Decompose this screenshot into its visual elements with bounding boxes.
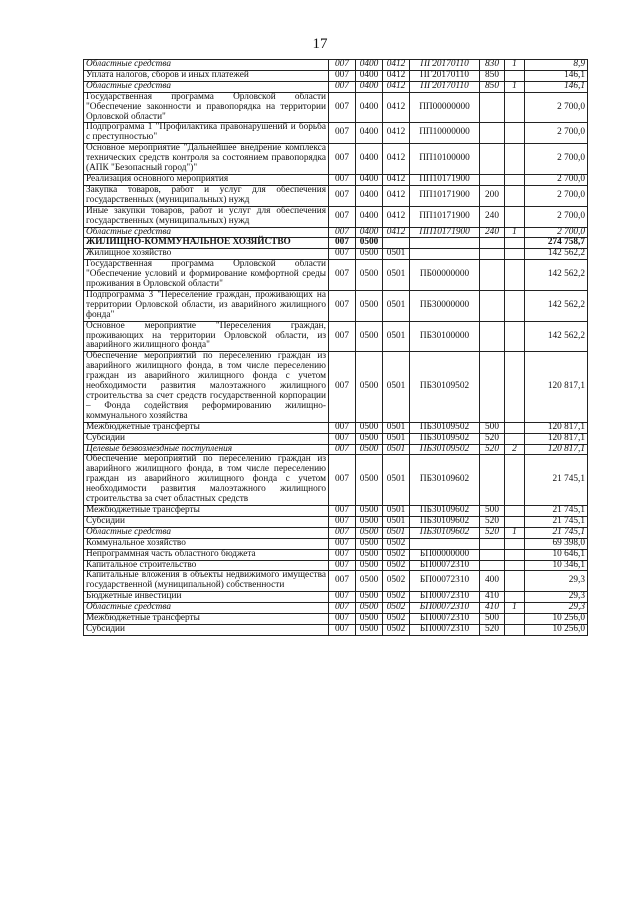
subsection-code: 0501 (383, 260, 410, 291)
table-row (84, 614, 588, 625)
subsection-code: 0501 (383, 527, 410, 538)
funding-source-code (505, 206, 525, 227)
row-name: Субсидии (84, 624, 329, 635)
section-code: 0500 (356, 352, 383, 422)
section-code: 0500 (356, 455, 383, 506)
expense-type-code (480, 92, 505, 123)
funding-source-code (505, 571, 525, 592)
row-name: Межбюджетные трансферты (84, 614, 329, 625)
row-name: Подпрограмма 3 "Переселение граждан, проживающих на территории Орловской области, из аварийного жилищного фонда" (84, 290, 329, 321)
funding-source-code: 1 (505, 60, 525, 71)
section-code: 0400 (356, 227, 383, 238)
row-amount: 142 562,2 (525, 260, 588, 291)
grbs-code: 007 (329, 238, 356, 249)
grbs-code: 007 (329, 538, 356, 549)
row-name: Государственная программа Орловской области "Обеспечение законности и правопорядка на территории Орловской области" (84, 92, 329, 123)
grbs-code: 007 (329, 227, 356, 238)
grbs-code: 007 (329, 123, 356, 144)
budget-table (83, 59, 588, 636)
target-article-code: ПП10100000 (410, 144, 480, 175)
row-amount: 120 817,1 (525, 444, 588, 455)
grbs-code: 007 (329, 249, 356, 260)
row-amount: 2 700,0 (525, 174, 588, 185)
table-row (84, 571, 588, 592)
row-amount: 10 346,1 (525, 560, 588, 571)
funding-source-code (505, 352, 525, 422)
table-row (84, 538, 588, 549)
table-row (84, 174, 588, 185)
funding-source-code (505, 174, 525, 185)
section-code: 0500 (356, 290, 383, 321)
funding-source-code (505, 516, 525, 527)
table-row (84, 185, 588, 206)
target-article-code: БП00072310 (410, 624, 480, 635)
grbs-code: 007 (329, 174, 356, 185)
table-row (84, 92, 588, 123)
section-code: 0400 (356, 92, 383, 123)
section-code: 0500 (356, 538, 383, 549)
table-row (84, 455, 588, 506)
subsection-code: 0502 (383, 624, 410, 635)
subsection-code: 0502 (383, 603, 410, 614)
row-name: Обеспечение мероприятий по переселению граждан из аварийного жилищного фонда, в том числе переселению граждан из аварийного жилищного фонда с учетом необходимости развития малоэтажного жилищного строительства за счет областных средств (84, 455, 329, 506)
row-name: Областные средства (84, 81, 329, 92)
row-amount: 29,3 (525, 571, 588, 592)
target-article-code: ПБ30109602 (410, 455, 480, 506)
grbs-code: 007 (329, 455, 356, 506)
expense-type-code: 400 (480, 571, 505, 592)
row-name: Основное мероприятие "Дальнейшее внедрение комплекса технических средств контроля за состоянием правопорядка (АПК "Безопасный город")" (84, 144, 329, 175)
row-amount: 2 700,0 (525, 123, 588, 144)
table-row (84, 516, 588, 527)
table-row (84, 549, 588, 560)
target-article-code: БП00072310 (410, 603, 480, 614)
row-name: Государственная программа Орловской области "Обеспечение условий и формирование комфортной среды проживания в Орловской области" (84, 260, 329, 291)
table-row (84, 352, 588, 422)
grbs-code: 007 (329, 144, 356, 175)
row-amount: 21 745,1 (525, 505, 588, 516)
target-article-code: ПГ20170110 (410, 81, 480, 92)
funding-source-code (505, 505, 525, 516)
funding-source-code (505, 321, 525, 352)
section-code: 0400 (356, 144, 383, 175)
row-name: Областные средства (84, 227, 329, 238)
funding-source-code (505, 592, 525, 603)
target-article-code: БП00072310 (410, 614, 480, 625)
expense-type-code: 520 (480, 516, 505, 527)
subsection-code: 0501 (383, 455, 410, 506)
grbs-code: 007 (329, 624, 356, 635)
grbs-code: 007 (329, 516, 356, 527)
funding-source-code: 1 (505, 527, 525, 538)
funding-source-code (505, 560, 525, 571)
expense-type-code (480, 238, 505, 249)
row-amount: 8,9 (525, 60, 588, 71)
row-amount: 142 562,2 (525, 290, 588, 321)
row-amount: 146,1 (525, 81, 588, 92)
subsection-code: 0412 (383, 227, 410, 238)
target-article-code: ПП10171900 (410, 206, 480, 227)
subsection-code: 0502 (383, 614, 410, 625)
row-amount: 146,1 (525, 70, 588, 81)
grbs-code: 007 (329, 290, 356, 321)
section-code: 0500 (356, 249, 383, 260)
grbs-code: 007 (329, 70, 356, 81)
row-name: Подпрограмма 1 "Профилактика правонарушений и борьба с преступностью" (84, 123, 329, 144)
target-article-code: ПБ30109502 (410, 422, 480, 433)
expense-type-code (480, 352, 505, 422)
section-code: 0500 (356, 614, 383, 625)
funding-source-code (505, 185, 525, 206)
target-article-code: БП00072310 (410, 571, 480, 592)
row-amount: 10 256,0 (525, 614, 588, 625)
funding-source-code (505, 614, 525, 625)
table-row (84, 60, 588, 71)
target-article-code: ПБ30109602 (410, 516, 480, 527)
expense-type-code (480, 123, 505, 144)
expense-type-code: 850 (480, 81, 505, 92)
funding-source-code (505, 92, 525, 123)
table-row (84, 592, 588, 603)
subsection-code: 0501 (383, 352, 410, 422)
expense-type-code: 520 (480, 433, 505, 444)
grbs-code: 007 (329, 592, 356, 603)
grbs-code: 007 (329, 444, 356, 455)
funding-source-code: 1 (505, 227, 525, 238)
subsection-code (383, 238, 410, 249)
section-code: 0500 (356, 560, 383, 571)
row-name: Закупка товаров, работ и услуг для обеспечения государственных (муниципальных) нужд (84, 185, 329, 206)
grbs-code: 007 (329, 571, 356, 592)
subsection-code: 0501 (383, 505, 410, 516)
table-row (84, 144, 588, 175)
grbs-code: 007 (329, 603, 356, 614)
grbs-code: 007 (329, 422, 356, 433)
section-code: 0500 (356, 549, 383, 560)
expense-type-code: 520 (480, 527, 505, 538)
target-article-code: ПБ30100000 (410, 321, 480, 352)
target-article-code: ПБ30109602 (410, 527, 480, 538)
table-row (84, 505, 588, 516)
grbs-code: 007 (329, 206, 356, 227)
grbs-code: 007 (329, 260, 356, 291)
section-code: 0500 (356, 444, 383, 455)
row-name: Бюджетные инвестиции (84, 592, 329, 603)
section-code: 0400 (356, 81, 383, 92)
section-code: 0400 (356, 60, 383, 71)
funding-source-code (505, 238, 525, 249)
expense-type-code: 520 (480, 624, 505, 635)
target-article-code: ПП10000000 (410, 123, 480, 144)
table-row (84, 123, 588, 144)
expense-type-code: 200 (480, 185, 505, 206)
subsection-code: 0501 (383, 433, 410, 444)
section-code: 0500 (356, 422, 383, 433)
funding-source-code (505, 624, 525, 635)
subsection-code: 0412 (383, 81, 410, 92)
subsection-code: 0501 (383, 516, 410, 527)
section-code: 0500 (356, 321, 383, 352)
row-name: Капитальное строительство (84, 560, 329, 571)
subsection-code: 0502 (383, 549, 410, 560)
grbs-code: 007 (329, 433, 356, 444)
row-amount: 120 817,1 (525, 352, 588, 422)
subsection-code: 0412 (383, 123, 410, 144)
section-code: 0500 (356, 624, 383, 635)
expense-type-code (480, 549, 505, 560)
section-code: 0400 (356, 174, 383, 185)
funding-source-code: 2 (505, 444, 525, 455)
row-amount: 2 700,0 (525, 227, 588, 238)
target-article-code: ПБ30109502 (410, 433, 480, 444)
section-code: 0400 (356, 206, 383, 227)
grbs-code: 007 (329, 352, 356, 422)
row-name: Областные средства (84, 527, 329, 538)
funding-source-code (505, 538, 525, 549)
row-amount: 29,3 (525, 603, 588, 614)
row-name: Основное мероприятие "Переселения граждан, проживающих на территории Орловской области, из аварийного жилищного фонда" (84, 321, 329, 352)
section-code: 0500 (356, 603, 383, 614)
expense-type-code: 500 (480, 422, 505, 433)
grbs-code: 007 (329, 185, 356, 206)
target-article-code: ПБ30000000 (410, 290, 480, 321)
target-article-code: БП00072310 (410, 560, 480, 571)
row-name: Областные средства (84, 60, 329, 71)
subsection-code: 0412 (383, 185, 410, 206)
row-name: Иные закупки товаров, работ и услуг для обеспечения государственных (муниципальных) нужд (84, 206, 329, 227)
target-article-code: ПП00000000 (410, 92, 480, 123)
target-article-code: ПГ20170110 (410, 60, 480, 71)
funding-source-code (505, 433, 525, 444)
row-amount: 142 562,2 (525, 321, 588, 352)
target-article-code: ПБ00000000 (410, 260, 480, 291)
row-name: Межбюджетные трансферты (84, 422, 329, 433)
subsection-code: 0501 (383, 249, 410, 260)
row-name: Уплата налогов, сборов и иных платежей (84, 70, 329, 81)
subsection-code: 0501 (383, 321, 410, 352)
funding-source-code (505, 144, 525, 175)
expense-type-code (480, 144, 505, 175)
row-name: Межбюджетные трансферты (84, 505, 329, 516)
row-name: Капитальные вложения в объекты недвижимого имущества государственной (муниципальной) собственности (84, 571, 329, 592)
funding-source-code (505, 249, 525, 260)
subsection-code: 0502 (383, 592, 410, 603)
expense-type-code: 500 (480, 614, 505, 625)
expense-type-code: 520 (480, 444, 505, 455)
subsection-code: 0412 (383, 144, 410, 175)
section-code: 0500 (356, 516, 383, 527)
row-amount: 2 700,0 (525, 92, 588, 123)
section-code: 0500 (356, 260, 383, 291)
grbs-code: 007 (329, 81, 356, 92)
row-amount: 21 745,1 (525, 527, 588, 538)
funding-source-code: 1 (505, 81, 525, 92)
row-name: Жилищное хозяйство (84, 249, 329, 260)
funding-source-code (505, 422, 525, 433)
table-row (84, 603, 588, 614)
grbs-code: 007 (329, 505, 356, 516)
target-article-code: ПП10171900 (410, 227, 480, 238)
expense-type-code: 240 (480, 206, 505, 227)
expense-type-code: 850 (480, 70, 505, 81)
grbs-code: 007 (329, 321, 356, 352)
section-code: 0500 (356, 238, 383, 249)
row-name: Целевые безвозмездные поступления (84, 444, 329, 455)
funding-source-code (505, 123, 525, 144)
subsection-code: 0412 (383, 92, 410, 123)
row-amount: 120 817,1 (525, 433, 588, 444)
section-code: 0500 (356, 592, 383, 603)
grbs-code: 007 (329, 527, 356, 538)
row-name: Непрограммная часть областного бюджета (84, 549, 329, 560)
target-article-code: ПБ30109502 (410, 352, 480, 422)
table-row (84, 624, 588, 635)
expense-type-code (480, 560, 505, 571)
funding-source-code (505, 70, 525, 81)
grbs-code: 007 (329, 614, 356, 625)
subsection-code: 0502 (383, 571, 410, 592)
row-amount: 120 817,1 (525, 422, 588, 433)
row-name: Реализация основного мероприятия (84, 174, 329, 185)
target-article-code: ПП10171900 (410, 185, 480, 206)
row-name: Обеспечение мероприятий по переселению граждан из аварийного жилищного фонда, в том числе переселению граждан из аварийного жилищного фонда с учетом необходимости развития малоэтажного жилищного строительства за счет средств государственной корпорации – Фонда содействия реформированию жилищно-коммунального хозяйства (84, 352, 329, 422)
target-article-code: ПБ30109602 (410, 505, 480, 516)
row-name: Субсидии (84, 433, 329, 444)
row-amount: 10 256,0 (525, 624, 588, 635)
row-name: Коммунальное хозяйство (84, 538, 329, 549)
expense-type-code (480, 538, 505, 549)
subsection-code: 0412 (383, 174, 410, 185)
target-article-code: ПГ20170110 (410, 70, 480, 81)
expense-type-code (480, 455, 505, 506)
row-amount: 2 700,0 (525, 206, 588, 227)
table-row (84, 422, 588, 433)
funding-source-code (505, 455, 525, 506)
row-amount: 69 398,0 (525, 538, 588, 549)
row-amount: 274 758,7 (525, 238, 588, 249)
table-row (84, 290, 588, 321)
subsection-code: 0502 (383, 560, 410, 571)
section-code: 0500 (356, 433, 383, 444)
subsection-code: 0412 (383, 60, 410, 71)
table-row (84, 81, 588, 92)
subsection-code: 0412 (383, 70, 410, 81)
target-article-code (410, 538, 480, 549)
expense-type-code (480, 249, 505, 260)
section-code: 0500 (356, 505, 383, 516)
table-row (84, 260, 588, 291)
expense-type-code (480, 290, 505, 321)
target-article-code: ПП10171900 (410, 174, 480, 185)
target-article-code (410, 249, 480, 260)
row-name: ЖИЛИЩНО-КОММУНАЛЬНОЕ ХОЗЯЙСТВО (84, 238, 329, 249)
table-row (84, 206, 588, 227)
subsection-code: 0501 (383, 422, 410, 433)
row-name: Областные средства (84, 603, 329, 614)
table-row (84, 433, 588, 444)
grbs-code: 007 (329, 60, 356, 71)
expense-type-code (480, 260, 505, 291)
row-amount: 2 700,0 (525, 144, 588, 175)
section-code: 0400 (356, 123, 383, 144)
expense-type-code (480, 321, 505, 352)
section-code: 0500 (356, 571, 383, 592)
grbs-code: 007 (329, 560, 356, 571)
subsection-code: 0501 (383, 444, 410, 455)
section-code: 0400 (356, 185, 383, 206)
expense-type-code: 830 (480, 60, 505, 71)
subsection-code: 0412 (383, 206, 410, 227)
row-name: Субсидии (84, 516, 329, 527)
expense-type-code (480, 174, 505, 185)
grbs-code: 007 (329, 92, 356, 123)
target-article-code: БП00000000 (410, 549, 480, 560)
section-code: 0500 (356, 527, 383, 538)
target-article-code: ПБ30109502 (410, 444, 480, 455)
expense-type-code: 500 (480, 505, 505, 516)
expense-type-code: 240 (480, 227, 505, 238)
table-row (84, 527, 588, 538)
row-amount: 10 646,1 (525, 549, 588, 560)
row-amount: 21 745,1 (525, 516, 588, 527)
expense-type-code: 410 (480, 592, 505, 603)
funding-source-code: 1 (505, 603, 525, 614)
page-number: 17 (312, 36, 328, 52)
row-amount: 21 745,1 (525, 455, 588, 506)
grbs-code: 007 (329, 549, 356, 560)
row-amount: 29,3 (525, 592, 588, 603)
table-row (84, 321, 588, 352)
funding-source-code (505, 260, 525, 291)
row-amount: 142 562,2 (525, 249, 588, 260)
row-amount: 2 700,0 (525, 185, 588, 206)
funding-source-code (505, 290, 525, 321)
subsection-code: 0502 (383, 538, 410, 549)
table-row (84, 70, 588, 81)
target-article-code (410, 238, 480, 249)
funding-source-code (505, 549, 525, 560)
subsection-code: 0501 (383, 290, 410, 321)
section-code: 0400 (356, 70, 383, 81)
expense-type-code: 410 (480, 603, 505, 614)
target-article-code: БП00072310 (410, 592, 480, 603)
